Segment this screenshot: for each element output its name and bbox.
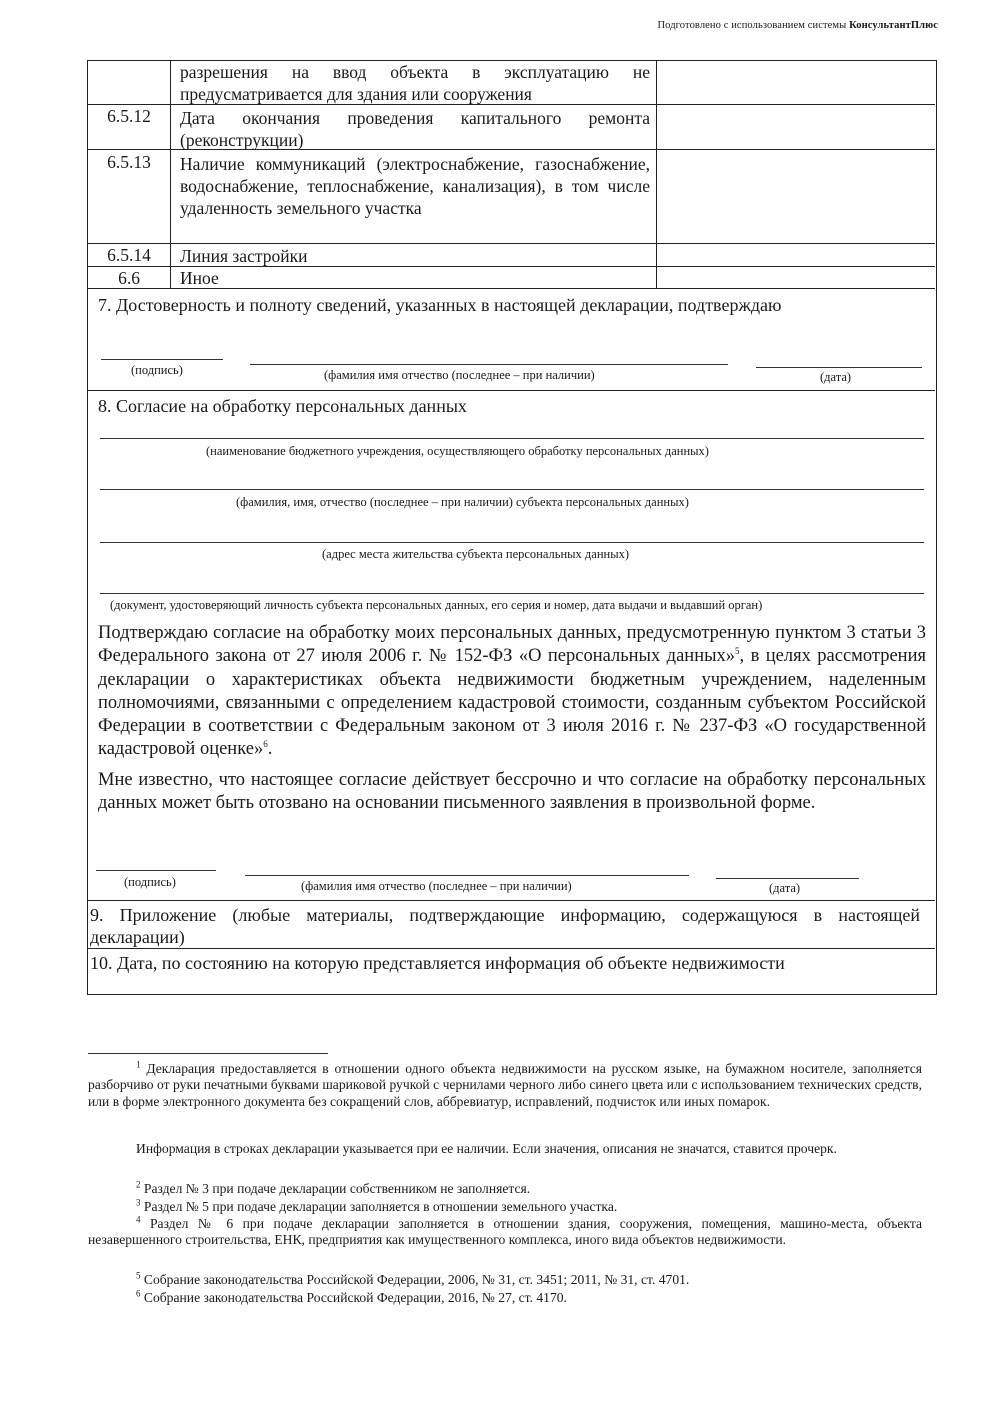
consent-notice: Мне известно, что настоящее согласие действует бессрочно и что согласие на обработку персональных данных может быть отозвано на основании письменного заявления в произвольной форме. [98, 770, 926, 814]
section-divider [88, 900, 935, 901]
footnote-ref: 5 [735, 646, 740, 657]
header-prefix: Подготовлено с использованием системы [657, 20, 850, 31]
footnote-1: $^1$ Декларация предоставляется в отношении одного объекта недвижимости на русском языке, на бумажном носителе, заполняется разборчиво от руки печатными буквами шариковой ручкой с чернилами черного либо синего цвета или с использованием технических средств, или в форме электронного документа без сокращений слов, аббревиатур, исправлений, подчисток или иных помарок. [88, 1059, 922, 1109]
row-value-field[interactable] [663, 107, 928, 145]
name-caption: (фамилия имя отчество (последнее – при наличии) [301, 879, 572, 893]
date-caption: (дата) [769, 881, 801, 895]
row-text: Иное [180, 268, 219, 288]
footnote-1-continued: Информация в строках декларации указывается при ее наличии. Если значения, описания не значатся, ставится прочерк. [136, 1141, 837, 1156]
row-value-field[interactable] [663, 153, 928, 239]
row-text: разрешения на ввод объекта в эксплуатацию не предусматривается для здания или сооружения [180, 62, 650, 104]
row-text: Линия застройки [180, 246, 308, 266]
section9-title: 9. Приложение (любые материалы, подтверждающие информацию, содержащуюся в настоящей декларации) [90, 905, 920, 947]
declaration-form [87, 60, 937, 995]
section10-title: 10. Дата, по состоянию на которую представляется информация об объекте недвижимости [90, 953, 785, 973]
section8-title: 8. Согласие на обработку персональных данных [98, 396, 467, 416]
institution-caption: (наименование бюджетного учреждения, осуществляющего обработку персональных данных) [206, 444, 709, 458]
footnote-5: $^5$ Собрание законодательства Российской Федерации, 2006, № 31, ст. 3451; 2011, № 31, ст. 4701. [136, 1270, 690, 1287]
col-divider-value [656, 61, 657, 288]
name-caption: (фамилия имя отчество (последнее – при наличии) [324, 368, 595, 382]
row-text: Дата окончания проведения капитального ремонта (реконструкции) [180, 108, 650, 150]
footnote-3: $^3$ Раздел № 5 при подаче декларации заполняется в отношении земельного участка. [136, 1197, 618, 1214]
name-line[interactable] [245, 875, 689, 876]
col-divider-number [170, 61, 171, 288]
section-divider [88, 948, 935, 949]
document-line[interactable] [100, 593, 924, 594]
row-value-field[interactable] [663, 245, 928, 265]
footnote-6: $^6$ Собрание законодательства Российской Федерации, 2016, № 27, ст. 4170. [136, 1288, 567, 1305]
row-value-field[interactable] [663, 268, 928, 287]
document-caption: (документ, удостоверяющий личность субъекта персональных данных, его серия и номер, дата выдачи и выдавший орган) [110, 598, 763, 612]
row-value-field[interactable] [663, 63, 928, 101]
section-divider [88, 390, 935, 391]
institution-line[interactable] [100, 438, 924, 439]
subject-name-caption: (фамилия, имя, отчество (последнее – при наличии) субъекта персональных данных) [236, 495, 689, 509]
signature-caption: (подпись) [124, 875, 176, 889]
consent-paragraph: Подтверждаю согласие на обработку моих персональных данных, предусмотренную пунктом 3 статьи 3 Федерального закона от 27 июля 2006 г. № 152-ФЗ «О персональных данных»$^5$, в целях рассмотрения декларации о характеристиках объекта недвижимости бюджетным учреждением, наделенным полномочиями, связанными с определением кадастровой стоимости, созданным субъектом Российской Федерации в соответствии с Федеральным законом от 3 июля 2016 г. № 237-ФЗ «О государственной кадастровой оценке»$^6$. [98, 623, 926, 760]
section7-title: 7. Достоверность и полноту сведений, указанных в настоящей декларации, подтверждаю [98, 295, 782, 315]
footnote-separator [88, 1053, 328, 1054]
name-line[interactable] [250, 364, 728, 365]
footnote-ref: 6 [263, 739, 268, 750]
row-number: 6.6 [118, 268, 140, 288]
signature-line[interactable] [96, 870, 216, 871]
address-line[interactable] [100, 542, 924, 543]
signature-caption: (подпись) [131, 363, 183, 377]
signature-line[interactable] [101, 359, 223, 360]
address-caption: (адрес места жительства субъекта персональных данных) [322, 547, 630, 561]
row-number: 6.5.14 [107, 245, 151, 265]
date-line[interactable] [716, 878, 859, 879]
row-text: Наличие коммуникаций (электроснабжение, газоснабжение, водоснабжение, теплоснабжение, канализация), в том числе удаленность земельного участка [180, 154, 650, 218]
row-number: 6.5.13 [107, 152, 151, 172]
footnote-2: $^2$ Раздел № 3 при подаче декларации собственником не заполняется. [136, 1179, 531, 1196]
date-caption: (дата) [820, 370, 852, 384]
row-number: 6.5.12 [107, 106, 151, 126]
footnote-4: $^4$ Раздел № 6 при подаче декларации заполняется в отношении здания, сооружения, помещения, машино-места, объекта незавершенного строительства, ЕНК, предприятия как имущественного комплекса, иного вида объектов недвижимости. [88, 1214, 922, 1248]
subject-name-line[interactable] [100, 489, 924, 490]
date-line[interactable] [756, 367, 922, 368]
header-brand: КонсультантПлюс [849, 20, 938, 31]
page-header [657, 20, 938, 31]
